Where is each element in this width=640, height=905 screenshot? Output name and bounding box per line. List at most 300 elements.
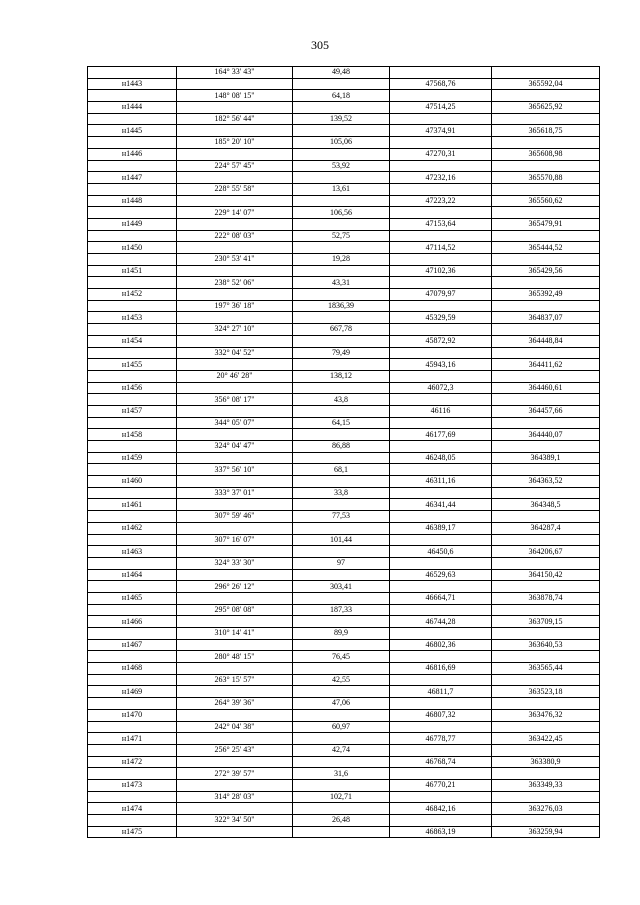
y-coordinate-cell: 364363,52 <box>492 476 600 488</box>
x-coordinate-cell: 46802,36 <box>390 639 492 651</box>
angle-cell: 20° 46' 28" <box>177 370 293 382</box>
distance-cell <box>293 218 390 230</box>
distance-cell: 303,41 <box>293 581 390 593</box>
x-coordinate-cell <box>390 721 492 733</box>
point-cell <box>88 324 177 336</box>
table-row-point <box>88 382 600 394</box>
table-row-segment <box>88 744 600 756</box>
point-cell: н1474 <box>88 803 177 815</box>
y-coordinate-cell <box>492 67 600 79</box>
y-coordinate-cell <box>492 254 600 266</box>
angle-cell: 296° 26' 12" <box>177 581 293 593</box>
x-coordinate-cell: 46529,63 <box>390 569 492 581</box>
y-coordinate-cell: 365479,91 <box>492 218 600 230</box>
y-coordinate-cell <box>492 557 600 569</box>
angle-cell: 222° 08' 03" <box>177 230 293 242</box>
angle-cell <box>177 826 293 838</box>
point-cell: н1461 <box>88 499 177 511</box>
x-coordinate-cell: 46116 <box>390 405 492 417</box>
table-row-point <box>88 522 600 534</box>
y-coordinate-cell: 365444,52 <box>492 242 600 254</box>
angle-cell: 238° 52' 06" <box>177 277 293 289</box>
angle-cell: 148° 08' 15" <box>177 90 293 102</box>
table-row-point <box>88 148 600 160</box>
x-coordinate-cell <box>390 394 492 406</box>
distance-cell <box>293 569 390 581</box>
y-coordinate-cell <box>492 581 600 593</box>
table-row-segment <box>88 628 600 640</box>
y-coordinate-cell: 365429,56 <box>492 265 600 277</box>
angle-cell: 314° 28' 03" <box>177 791 293 803</box>
x-coordinate-cell: 46842,16 <box>390 803 492 815</box>
table-row-segment <box>88 721 600 733</box>
table-row-point <box>88 429 600 441</box>
point-cell <box>88 347 177 359</box>
x-coordinate-cell <box>390 768 492 780</box>
table-row-point <box>88 616 600 628</box>
angle-cell <box>177 709 293 721</box>
table-row-segment <box>88 581 600 593</box>
x-coordinate-cell <box>390 207 492 219</box>
distance-cell <box>293 242 390 254</box>
table-row-point <box>88 335 600 347</box>
point-cell <box>88 160 177 172</box>
y-coordinate-cell: 364448,84 <box>492 335 600 347</box>
table-row-segment <box>88 417 600 429</box>
angle-cell <box>177 148 293 160</box>
y-coordinate-cell: 364206,67 <box>492 546 600 558</box>
y-coordinate-cell: 365392,49 <box>492 289 600 301</box>
distance-cell: 33,8 <box>293 487 390 499</box>
y-coordinate-cell <box>492 744 600 756</box>
point-cell: н1470 <box>88 709 177 721</box>
distance-cell: 68,1 <box>293 464 390 476</box>
point-cell <box>88 230 177 242</box>
table-row-point <box>88 709 600 721</box>
point-cell: н1454 <box>88 335 177 347</box>
point-cell: н1447 <box>88 172 177 184</box>
angle-cell <box>177 592 293 604</box>
table-row-point <box>88 218 600 230</box>
angle-cell <box>177 569 293 581</box>
point-cell: н1469 <box>88 686 177 698</box>
y-coordinate-cell: 363709,15 <box>492 616 600 628</box>
y-coordinate-cell <box>492 347 600 359</box>
y-coordinate-cell: 365570,88 <box>492 172 600 184</box>
y-coordinate-cell <box>492 300 600 312</box>
distance-cell: 86,88 <box>293 441 390 453</box>
y-coordinate-cell <box>492 90 600 102</box>
distance-cell: 43,31 <box>293 277 390 289</box>
point-cell <box>88 815 177 827</box>
angle-cell: 230° 53' 41" <box>177 254 293 266</box>
x-coordinate-cell <box>390 464 492 476</box>
point-cell <box>88 744 177 756</box>
point-cell <box>88 370 177 382</box>
angle-cell <box>177 452 293 464</box>
x-coordinate-cell <box>390 230 492 242</box>
angle-cell <box>177 546 293 558</box>
y-coordinate-cell: 365625,92 <box>492 102 600 114</box>
point-cell: н1456 <box>88 382 177 394</box>
table-row-segment <box>88 230 600 242</box>
angle-cell: 307° 59' 46" <box>177 511 293 523</box>
point-cell: н1445 <box>88 125 177 137</box>
table-row-segment <box>88 113 600 125</box>
y-coordinate-cell <box>492 815 600 827</box>
angle-cell: 322° 34' 50" <box>177 815 293 827</box>
x-coordinate-cell: 46311,16 <box>390 476 492 488</box>
x-coordinate-cell <box>390 254 492 266</box>
point-cell: н1449 <box>88 218 177 230</box>
table-row-segment <box>88 815 600 827</box>
angle-cell: 228° 55' 58" <box>177 183 293 195</box>
coordinates-table <box>87 66 600 838</box>
y-coordinate-cell: 364457,66 <box>492 405 600 417</box>
angle-cell: 344° 05' 07" <box>177 417 293 429</box>
angle-cell: 197° 36' 18" <box>177 300 293 312</box>
x-coordinate-cell <box>390 441 492 453</box>
table-row-segment <box>88 67 600 79</box>
point-cell <box>88 254 177 266</box>
angle-cell: 332° 04' 52" <box>177 347 293 359</box>
table-row-point <box>88 312 600 324</box>
distance-cell <box>293 312 390 324</box>
coordinates-table-container <box>87 66 599 838</box>
x-coordinate-cell: 47514,25 <box>390 102 492 114</box>
distance-cell <box>293 616 390 628</box>
y-coordinate-cell <box>492 277 600 289</box>
distance-cell <box>293 78 390 90</box>
x-coordinate-cell: 47223,22 <box>390 195 492 207</box>
distance-cell: 101,44 <box>293 534 390 546</box>
y-coordinate-cell <box>492 534 600 546</box>
distance-cell: 77,53 <box>293 511 390 523</box>
angle-cell <box>177 359 293 371</box>
distance-cell: 139,52 <box>293 113 390 125</box>
table-row-point <box>88 78 600 90</box>
y-coordinate-cell <box>492 651 600 663</box>
point-cell <box>88 534 177 546</box>
distance-cell <box>293 359 390 371</box>
angle-cell: 324° 27' 10" <box>177 324 293 336</box>
y-coordinate-cell <box>492 441 600 453</box>
angle-cell <box>177 733 293 745</box>
point-cell <box>88 791 177 803</box>
distance-cell: 89,9 <box>293 628 390 640</box>
angle-cell <box>177 78 293 90</box>
y-coordinate-cell <box>492 791 600 803</box>
table-row-segment <box>88 137 600 149</box>
distance-cell <box>293 546 390 558</box>
distance-cell <box>293 452 390 464</box>
distance-cell: 97 <box>293 557 390 569</box>
distance-cell: 42,74 <box>293 744 390 756</box>
table-row-segment <box>88 487 600 499</box>
table-row-segment <box>88 534 600 546</box>
point-cell <box>88 698 177 710</box>
distance-cell <box>293 709 390 721</box>
x-coordinate-cell <box>390 698 492 710</box>
x-coordinate-cell <box>390 160 492 172</box>
x-coordinate-cell <box>390 791 492 803</box>
distance-cell <box>293 265 390 277</box>
point-cell: н1467 <box>88 639 177 651</box>
table-row-point <box>88 639 600 651</box>
y-coordinate-cell: 363276,03 <box>492 803 600 815</box>
x-coordinate-cell <box>390 487 492 499</box>
distance-cell: 79,49 <box>293 347 390 359</box>
angle-cell <box>177 102 293 114</box>
point-cell <box>88 581 177 593</box>
angle-cell <box>177 476 293 488</box>
angle-cell <box>177 335 293 347</box>
x-coordinate-cell <box>390 534 492 546</box>
y-coordinate-cell <box>492 183 600 195</box>
table-row-point <box>88 195 600 207</box>
angle-cell: 256° 25' 43" <box>177 744 293 756</box>
distance-cell: 64,15 <box>293 417 390 429</box>
x-coordinate-cell: 46811,7 <box>390 686 492 698</box>
x-coordinate-cell: 46863,19 <box>390 826 492 838</box>
angle-cell: 333° 37' 01" <box>177 487 293 499</box>
y-coordinate-cell: 365608,98 <box>492 148 600 160</box>
y-coordinate-cell <box>492 628 600 640</box>
angle-cell <box>177 172 293 184</box>
angle-cell: 272° 39' 57" <box>177 768 293 780</box>
angle-cell: 224° 57' 45" <box>177 160 293 172</box>
x-coordinate-cell <box>390 628 492 640</box>
distance-cell <box>293 335 390 347</box>
point-cell <box>88 768 177 780</box>
angle-cell <box>177 312 293 324</box>
y-coordinate-cell <box>492 370 600 382</box>
x-coordinate-cell: 46248,05 <box>390 452 492 464</box>
angle-cell <box>177 242 293 254</box>
angle-cell: 182° 56' 44" <box>177 113 293 125</box>
table-row-segment <box>88 183 600 195</box>
point-cell <box>88 300 177 312</box>
table-row-point <box>88 125 600 137</box>
table-row-point <box>88 663 600 675</box>
y-coordinate-cell: 363565,44 <box>492 663 600 675</box>
distance-cell <box>293 803 390 815</box>
x-coordinate-cell: 46341,44 <box>390 499 492 511</box>
distance-cell <box>293 592 390 604</box>
point-cell: н1457 <box>88 405 177 417</box>
angle-cell <box>177 616 293 628</box>
point-cell <box>88 674 177 686</box>
table-row-segment <box>88 604 600 616</box>
distance-cell: 106,56 <box>293 207 390 219</box>
y-coordinate-cell: 363640,53 <box>492 639 600 651</box>
distance-cell: 105,06 <box>293 137 390 149</box>
angle-cell <box>177 686 293 698</box>
table-row-segment <box>88 160 600 172</box>
distance-cell: 138,12 <box>293 370 390 382</box>
y-coordinate-cell: 364460,61 <box>492 382 600 394</box>
y-coordinate-cell <box>492 113 600 125</box>
point-cell <box>88 604 177 616</box>
angle-cell <box>177 289 293 301</box>
distance-cell <box>293 639 390 651</box>
angle-cell: 229° 14' 07" <box>177 207 293 219</box>
point-cell: н1464 <box>88 569 177 581</box>
y-coordinate-cell <box>492 721 600 733</box>
y-coordinate-cell <box>492 604 600 616</box>
x-coordinate-cell: 47374,91 <box>390 125 492 137</box>
point-cell: н1444 <box>88 102 177 114</box>
table-row-segment <box>88 207 600 219</box>
point-cell: н1446 <box>88 148 177 160</box>
x-coordinate-cell: 46664,71 <box>390 592 492 604</box>
angle-cell: 263° 15' 57" <box>177 674 293 686</box>
distance-cell: 26,48 <box>293 815 390 827</box>
point-cell <box>88 651 177 663</box>
point-cell: н1459 <box>88 452 177 464</box>
table-row-point <box>88 733 600 745</box>
point-cell <box>88 90 177 102</box>
y-coordinate-cell: 363380,9 <box>492 756 600 768</box>
point-cell <box>88 628 177 640</box>
table-row-point <box>88 476 600 488</box>
point-cell <box>88 464 177 476</box>
x-coordinate-cell <box>390 417 492 429</box>
distance-cell: 42,55 <box>293 674 390 686</box>
y-coordinate-cell <box>492 768 600 780</box>
table-row-segment <box>88 394 600 406</box>
distance-cell <box>293 405 390 417</box>
page-number: 305 <box>311 38 329 52</box>
angle-cell <box>177 803 293 815</box>
x-coordinate-cell <box>390 557 492 569</box>
y-coordinate-cell <box>492 417 600 429</box>
x-coordinate-cell: 45329,59 <box>390 312 492 324</box>
table-row-segment <box>88 557 600 569</box>
x-coordinate-cell: 47232,16 <box>390 172 492 184</box>
distance-cell <box>293 382 390 394</box>
point-cell: н1475 <box>88 826 177 838</box>
table-row-segment <box>88 768 600 780</box>
point-cell: н1451 <box>88 265 177 277</box>
y-coordinate-cell: 365560,62 <box>492 195 600 207</box>
point-cell <box>88 441 177 453</box>
y-coordinate-cell <box>492 698 600 710</box>
distance-cell <box>293 499 390 511</box>
table-row-segment <box>88 464 600 476</box>
y-coordinate-cell: 364287,4 <box>492 522 600 534</box>
table-row-point <box>88 756 600 768</box>
point-cell: н1473 <box>88 779 177 791</box>
distance-cell <box>293 172 390 184</box>
angle-cell: 295° 08' 08" <box>177 604 293 616</box>
distance-cell <box>293 686 390 698</box>
table-row-segment <box>88 441 600 453</box>
point-cell: н1472 <box>88 756 177 768</box>
point-cell: н1463 <box>88 546 177 558</box>
angle-cell: 264° 39' 36" <box>177 698 293 710</box>
x-coordinate-cell <box>390 324 492 336</box>
table-row-segment <box>88 698 600 710</box>
point-cell <box>88 207 177 219</box>
table-row-point <box>88 265 600 277</box>
distance-cell: 60,97 <box>293 721 390 733</box>
x-coordinate-cell: 46807,32 <box>390 709 492 721</box>
table-row-point <box>88 405 600 417</box>
distance-cell <box>293 148 390 160</box>
table-row-point <box>88 779 600 791</box>
table-row-point <box>88 546 600 558</box>
table-row-segment <box>88 370 600 382</box>
distance-cell <box>293 779 390 791</box>
y-coordinate-cell <box>492 487 600 499</box>
distance-cell: 64,18 <box>293 90 390 102</box>
table-row-segment <box>88 347 600 359</box>
y-coordinate-cell <box>492 511 600 523</box>
point-cell <box>88 183 177 195</box>
x-coordinate-cell: 47102,36 <box>390 265 492 277</box>
y-coordinate-cell: 363878,74 <box>492 592 600 604</box>
point-cell <box>88 417 177 429</box>
angle-cell <box>177 779 293 791</box>
y-coordinate-cell <box>492 207 600 219</box>
distance-cell <box>293 125 390 137</box>
angle-cell <box>177 405 293 417</box>
point-cell <box>88 113 177 125</box>
distance-cell: 102,71 <box>293 791 390 803</box>
distance-cell: 19,28 <box>293 254 390 266</box>
x-coordinate-cell: 46768,74 <box>390 756 492 768</box>
point-cell <box>88 277 177 289</box>
y-coordinate-cell: 364150,42 <box>492 569 600 581</box>
distance-cell <box>293 429 390 441</box>
x-coordinate-cell: 47114,52 <box>390 242 492 254</box>
table-row-segment <box>88 254 600 266</box>
point-cell: н1471 <box>88 733 177 745</box>
y-coordinate-cell: 365618,75 <box>492 125 600 137</box>
x-coordinate-cell <box>390 300 492 312</box>
table-row-segment <box>88 674 600 686</box>
table-row-point <box>88 826 600 838</box>
distance-cell: 667,78 <box>293 324 390 336</box>
x-coordinate-cell: 46778,77 <box>390 733 492 745</box>
x-coordinate-cell <box>390 581 492 593</box>
distance-cell: 52,75 <box>293 230 390 242</box>
x-coordinate-cell: 46177,69 <box>390 429 492 441</box>
y-coordinate-cell <box>492 464 600 476</box>
angle-cell: 164° 33' 43" <box>177 67 293 79</box>
distance-cell <box>293 663 390 675</box>
table-row-segment <box>88 511 600 523</box>
x-coordinate-cell <box>390 183 492 195</box>
distance-cell: 49,48 <box>293 67 390 79</box>
y-coordinate-cell <box>492 230 600 242</box>
x-coordinate-cell <box>390 370 492 382</box>
table-row-point <box>88 499 600 511</box>
point-cell: н1468 <box>88 663 177 675</box>
angle-cell <box>177 265 293 277</box>
angle-cell: 324° 33' 30" <box>177 557 293 569</box>
point-cell <box>88 137 177 149</box>
distance-cell <box>293 756 390 768</box>
point-cell <box>88 67 177 79</box>
point-cell: н1453 <box>88 312 177 324</box>
point-cell <box>88 487 177 499</box>
angle-cell <box>177 499 293 511</box>
y-coordinate-cell <box>492 394 600 406</box>
x-coordinate-cell: 47079,97 <box>390 289 492 301</box>
distance-cell <box>293 826 390 838</box>
